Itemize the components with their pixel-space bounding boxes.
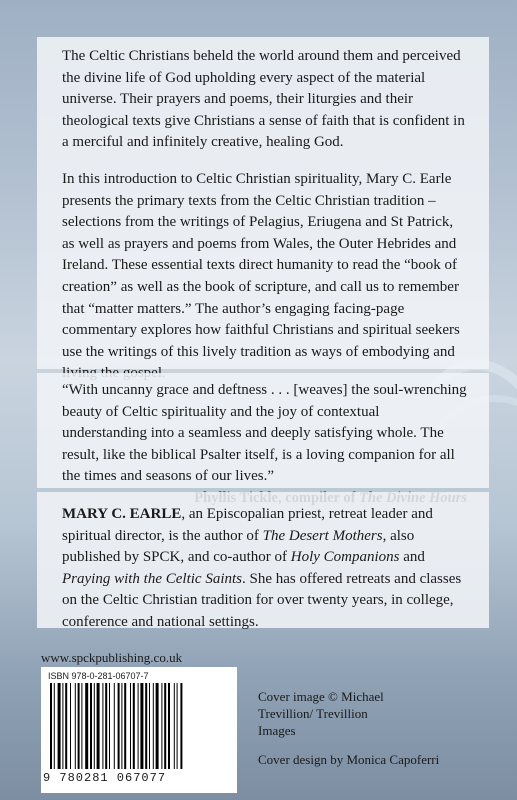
isbn-barcode-box [41, 667, 237, 793]
barcode-icon [48, 683, 230, 771]
cover-image-credit: Cover image © Michael Trevillion/ Trevillion Images [258, 689, 384, 738]
author-name: MARY C. EARLE [62, 506, 182, 522]
bio-book-title: Praying with the Celtic Saints [62, 570, 242, 587]
author-bio [62, 504, 467, 634]
author-bio-panel [37, 492, 489, 628]
endorsement-panel [37, 373, 489, 488]
description-paragraph-2: In this introduction to Celtic Christian spirituality, Mary C. Earle presents the primary texts from the Celtic Christian tradition – selections from the writings of Pelagius, Eriugena and St Patrick, as well as prayers and poems from Wales, the Outer Hebrides and Ireland. These essential texts direct humanity to read the “book of creation” as well as the book of scripture, and call us to remember that “matter matters.” The author’s engaging facing-page commentary explores how faithful Christians and spiritual seekers use the writings of this lively tradition as ways of embodying and [62, 170, 460, 360]
bio-text: , also published by SPCK, and co-author of [62, 527, 415, 566]
cover-design-credit: Cover design by Monica Capoferri [258, 752, 440, 767]
description-paragraph-1: The Celtic Christians beheld the world around them and perceived the divine life of God upholding every aspect of the material universe. Their prayers and poems, their liturgies and their theological texts give Christians a sense of faith that is confident in a merciful and infinitely creative, healing God. [62, 48, 465, 151]
bio-text: and [399, 549, 425, 566]
description-panel [37, 37, 489, 369]
bio-book-title: The Desert Mothers [262, 527, 383, 544]
cover-credits [258, 688, 439, 768]
bio-text: , an Episcopalian priest, retreat leader and spiritual director, is the author of [62, 506, 433, 544]
bio-text: . She has offered retreats and classes on the Celtic Christian tradition for over twenty years, in college, conference and national settings. [62, 570, 462, 630]
endorsement-quote: “With uncanny grace and deftness . . . [weaves] the soul-wrenching beauty of Celtic spirituality and the joy of contextual understanding into a seamless and deeply satisfying whole. The result, like the biblical Psalter itself, is a loving companion for all the times and seasons of our lives.” [62, 382, 467, 485]
publisher-website[interactable]: www.spckpublishing.co.uk [41, 650, 183, 665]
bio-book-title: Holy Companions [290, 549, 400, 566]
isbn-number: 9 780281 067077 [43, 771, 167, 785]
isbn-label: ISBN 978-0-281-06707-7 [48, 671, 149, 681]
